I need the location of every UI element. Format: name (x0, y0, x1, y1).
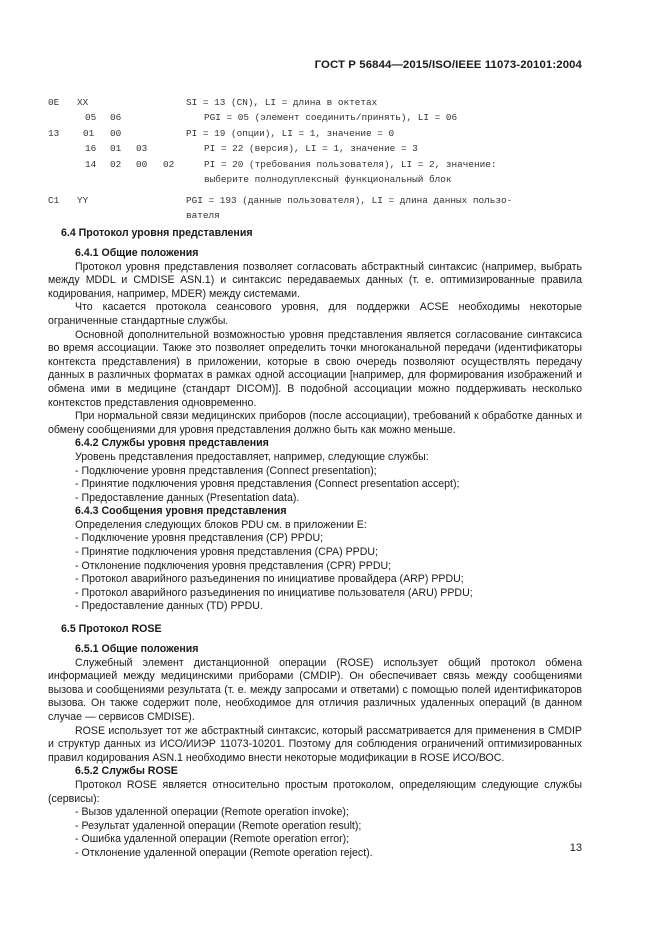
list-item: - Вызов удаленной операции (Remote operation invoke); (75, 806, 349, 819)
list-item: - Результат удаленной операции (Remote operation result); (75, 819, 362, 832)
list-item: - Предоставление данных (TD) PPDU. (75, 600, 263, 613)
paragraph: Основной дополнительной возможностью уровня представления является согласование синтаксиса во время ассоциации. Также это позволяет определить точки многоканальной передачи (идентификаторы контекста представления) в приложении, которые в свою очередь позволяют осуществлять передачу данных в различных форматах в рамках одной ассоциации [например, для формирования изображений и обмена ими в медицине (стандарт DICOM)]. В подобной ассоциации можно поддерживать несколько контекстов представления одновременно. (48, 328, 582, 409)
list-item: - Отклонение удаленной операции (Remote operation reject). (75, 846, 373, 859)
list-item: - Отклонение подключения уровня представления (CPR) PPDU; (75, 559, 392, 572)
octet-desc: SI = 13 (CN), LI = длина в октетах (186, 97, 378, 108)
subsection-heading-6-5-1: 6.5.1 Общие положения (75, 643, 199, 656)
octet-col-3: 00 (110, 127, 122, 139)
paragraph: Уровень представления предоставляет, например, следующие службы: (75, 450, 429, 463)
octet-col-4: 03 (136, 143, 148, 155)
octet-desc: PGI = 193 (данные пользователя), LI = длина данных пользо- (186, 194, 513, 206)
subsection-heading-6-4-3: 6.4.3 Сообщения уровня представления (75, 505, 287, 518)
paragraph: Определения следующих блоков PDU см. в приложении Е: (75, 518, 367, 531)
paragraph: При нормальной связи медицинских приборов (после ассоциации), требований к обработке данных и обмену сообщениями для уровня представления должно быть как можно меньше. (48, 410, 582, 436)
subsection-heading-6-4-2: 6.4.2 Службы уровня представления (75, 437, 269, 450)
paragraph: Служебный элемент дистанционной операции (ROSE) использует общий протокол обмена информацией между медицинскими приборами (CMDIP). Он обеспечивает связь между сообщениями вызова и сообщениями результата (т. е. между запросами и ответами) с помощью полей идентификаторов вызова. Он также содержит поле, необходимое для отличия различных удаленных операций (в данном случае — сервисов CMDISE). (48, 656, 582, 723)
octet-col-4: 00 (136, 158, 148, 170)
octet-desc: PGI = 05 (элемент соединить/принять), LI = 06 (204, 112, 458, 124)
list-item: - Принятие подключения уровня представления (CPA) PPDU; (75, 546, 378, 559)
section-heading-6-5: 6.5 Протокол ROSE (61, 623, 162, 636)
list-item: - Подключение уровня представления (CP) PPDU; (75, 532, 324, 545)
main-content (48, 227, 582, 861)
subsection-heading-6-5-2: 6.5.2 Службы ROSE (75, 765, 178, 778)
list-item: - Ошибка удаленной операции (Remote operation error); (75, 833, 350, 846)
octet-col-1: 13 (48, 127, 60, 139)
paragraph: Протокол уровня представления позволяет согласовать абстрактный синтаксис (например, выбрать между MDDL и CMDISE ASN.1) и синтаксис передаваемых данных (т. е. оптимизированные правила кодирования, например, MDER) между системами. (48, 260, 582, 300)
octet-col-3: 02 (110, 158, 122, 170)
list-item: - Протокол аварийного разъединения по инициативе провайдера (ARP) PPDU; (75, 573, 464, 586)
list-item: - Принятие подключения уровня представления (Connect presentation accept); (75, 478, 460, 491)
octet-col-5: 02 (163, 158, 175, 170)
octet-desc: PI = 22 (версия), LI = 1, значение = 3 (204, 143, 418, 155)
octet-col-2: 14 (85, 158, 97, 170)
paragraph: ROSE использует тот же абстрактный синтаксис, который рассматривается для применения в CMDIP и структур данных из ИСО/ИИЭР 11073-10201. Поэтому для соблюдения ограничений оптимизированных правил кодирования ASN.1 необходимо внести некоторые модификации в ROSE ИСО/ВОС. (48, 724, 582, 764)
list-item: - Предоставление данных (Presentation data). (75, 491, 300, 504)
list-item: - Подключение уровня представления (Connect presentation); (75, 464, 377, 477)
octet-desc-continued: вателя (186, 210, 220, 222)
subsection-heading-6-4-1: 6.4.1 Общие положения (75, 247, 199, 259)
section-heading-6-4: 6.4 Протокол уровня представления (61, 227, 253, 239)
octet-col-3: 01 (110, 143, 122, 155)
paragraph: Протокол ROSE является относительно простым протоколом, определяющим следующие службы (сервисы): (48, 778, 582, 805)
octet-col-3: 06 (110, 112, 122, 124)
octet-col-1: C1 (48, 194, 60, 206)
octet-col-2: YY (77, 194, 89, 206)
octet-col-2: 05 (85, 112, 97, 124)
octet-col-2: 01 (83, 127, 95, 139)
octet-col-1: 0E (48, 97, 60, 108)
list-item: - Протокол аварийного разъединения по инициативе пользователя (ARU) PPDU; (75, 586, 473, 599)
paragraph: Что касается протокола сеансового уровня, для поддержки ACSE необходимы некоторые ограниченные стандартные службы. (48, 301, 582, 327)
octet-desc-continued: выберите полнодуплексный функциональный блок (204, 173, 452, 185)
octet-col-2: XX (77, 97, 89, 108)
page-number: 13 (569, 842, 582, 854)
octet-desc: PI = 19 (опции), LI = 1, значение = 0 (186, 127, 395, 139)
document-header: ГОСТ Р 56844—2015/ISO/IEEE 11073-20101:2004 (314, 59, 582, 71)
octet-desc: PI = 20 (требования пользователя), LI = 2, значение: (204, 158, 497, 170)
octet-col-2: 16 (85, 143, 97, 155)
